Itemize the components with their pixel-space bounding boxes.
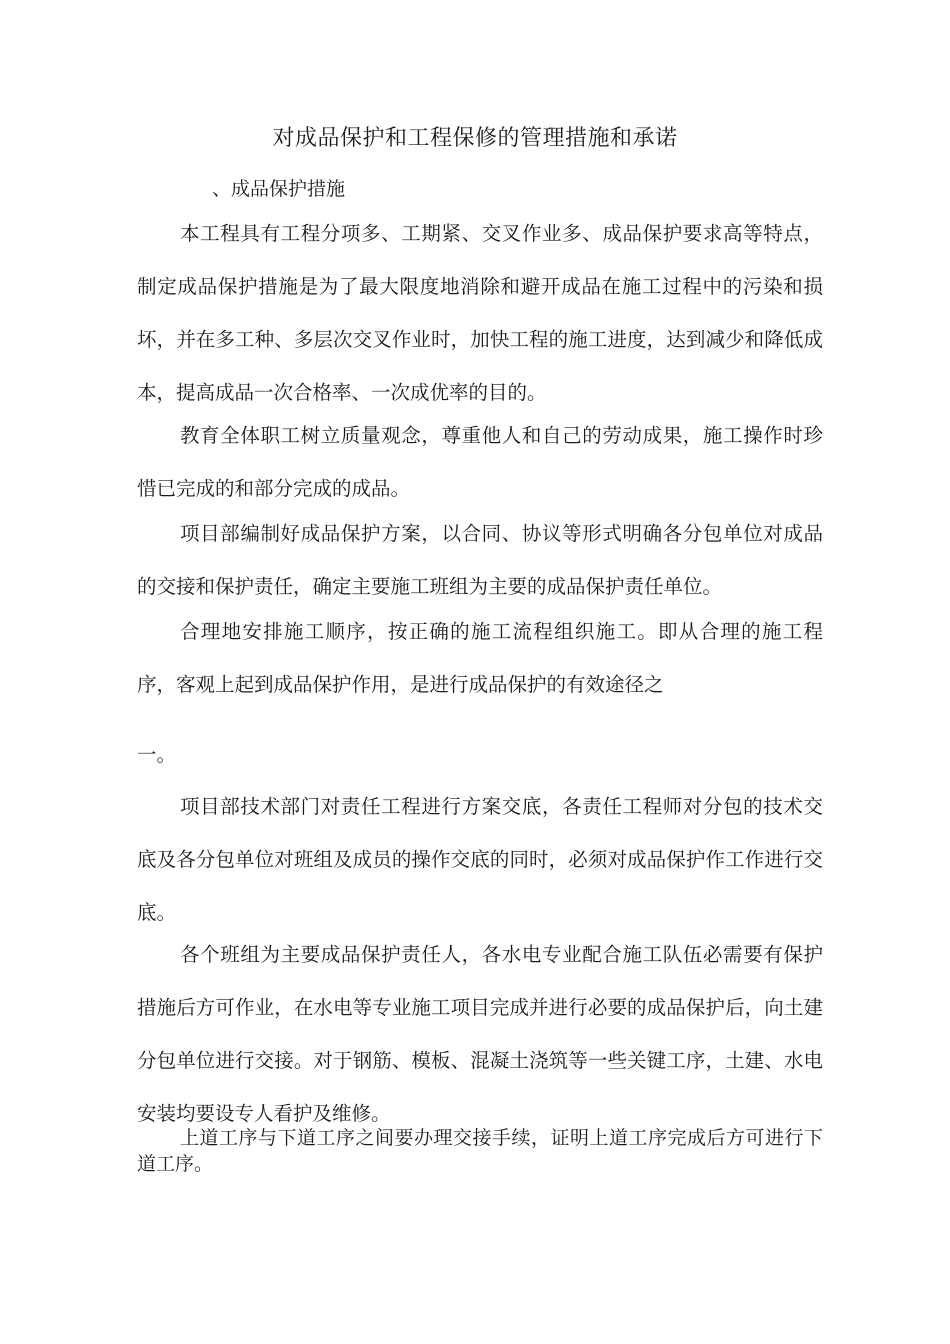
paragraph-2: 教育全体职工树立质量观念，尊重他人和自己的劳动成果，施工操作时珍惜已完成的和部分完成的成品。 (137, 424, 823, 500)
paragraph-4: 合理地安排施工顺序，按正确的施工流程组织施工。即从合理的施工程序，客观上起到成品保护作用，是进行成品保护的有效途径之 (137, 620, 823, 696)
document-title: 对成品保护和工程保修的管理措施和承诺 (272, 126, 678, 151)
section-heading: 、成品保护措施 (212, 178, 346, 200)
paragraph-6: 各个班组为主要成品保护责任人，各水电专业配合施工队伍必需要有保护措施后方可作业，在水电等专业施工项目完成并进行必要的成品保护后，向土建分包单位进行交接。对于钢筋、模板、混凝土浇筑等一些关键工序，土建、水电安装均要设专人看护及维修。 (137, 943, 823, 1125)
paragraph-1: 本工程具有工程分项多、工期紧、交叉作业多、成品保护要求高等特点，制定成品保护措施是为了最大限度地消除和避开成品在施工过程中的污染和损坏，并在多工种、多层次交叉作业时，加快工程的施工进度，达到减少和降低成本，提高成品一次合格率、一次成优率的目的。 (137, 222, 823, 404)
paragraph-3: 项目部编制好成品保护方案，以合同、协议等形式明确各分包单位对成品的交接和保护责任，确定主要施工班组为主要的成品保护责任单位。 (137, 522, 823, 598)
paragraph-7: 上道工序与下道工序之间要办理交接手续，证明上道工序完成后方可进行下道工序。 (137, 1127, 823, 1175)
paragraph-5: 项目部技术部门对责任工程进行方案交底，各责任工程师对分包的技术交底及各分包单位对班组及成员的操作交底的同时，必须对成品保护作工作进行交底。 (137, 795, 823, 924)
paragraph-4-continuation: 一。 (137, 743, 177, 766)
